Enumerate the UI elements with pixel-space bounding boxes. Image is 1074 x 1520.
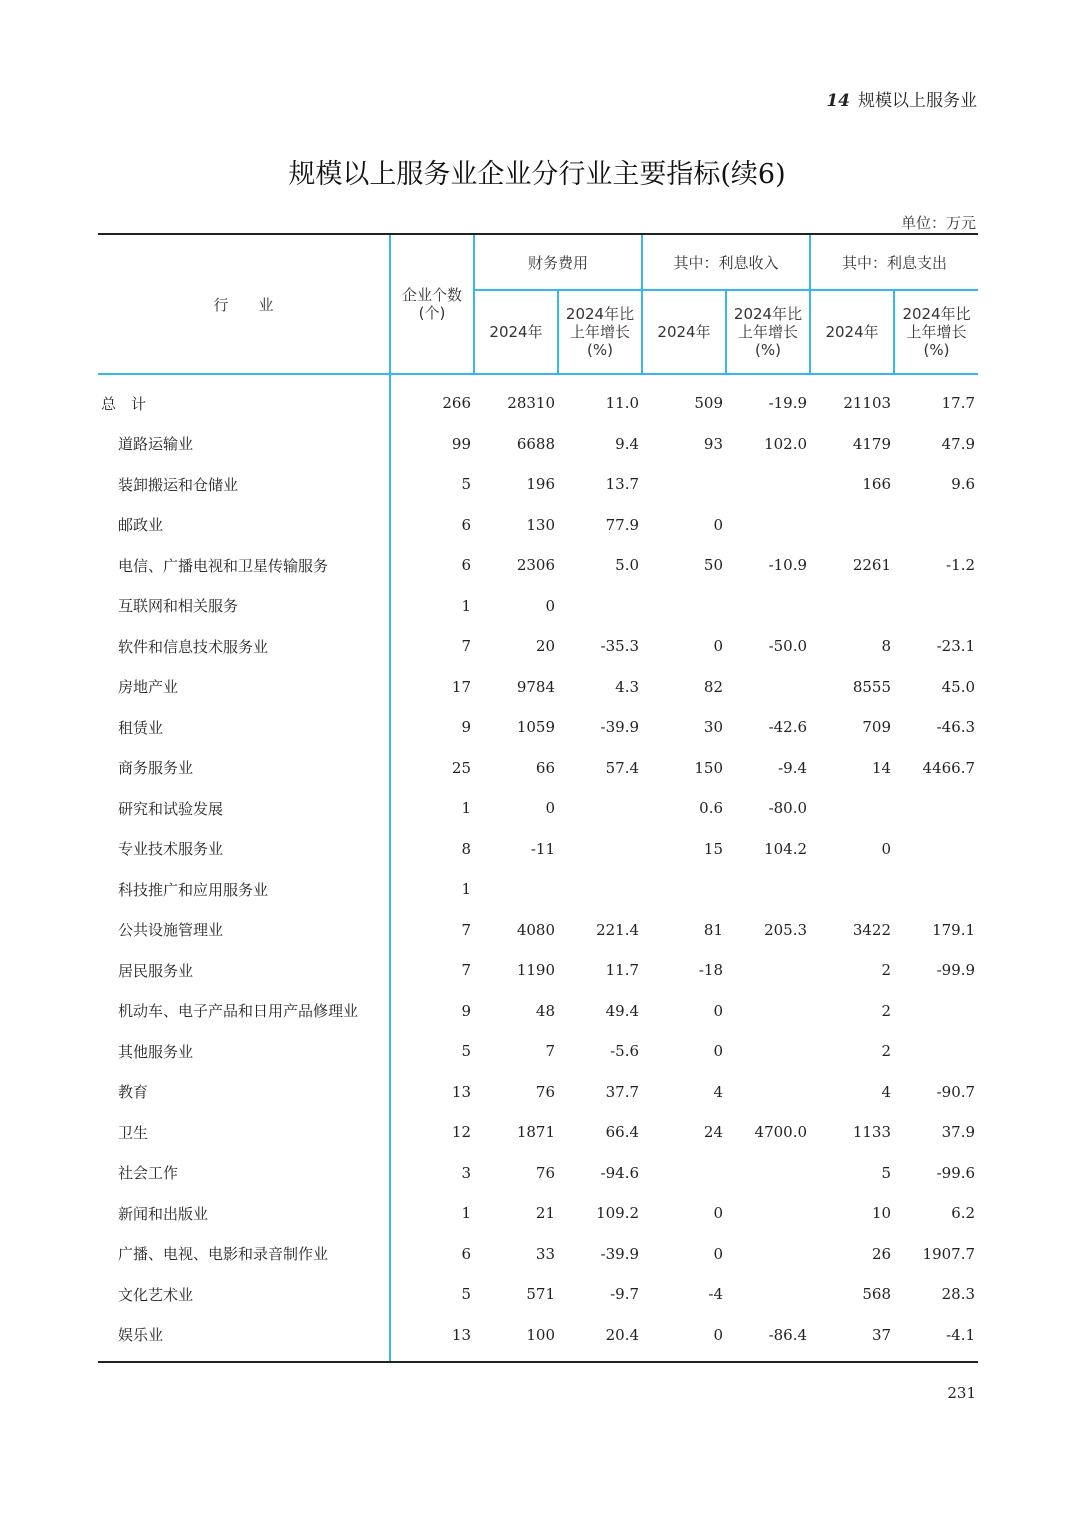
table-row [98,748,978,789]
header-group-interest-expense: 其中：利息支出 [810,234,978,290]
cell-interest-income: 81 [703,920,724,939]
cell-financial-expense: 571 [526,1285,555,1304]
cell-interest-income: 509 [694,394,724,413]
cell-financial-expense: 100 [474,1315,558,1363]
header-year: 2024年 [642,290,726,374]
cell-interest-income: 0 [713,1042,724,1061]
cell-interest-expense-growth [894,505,978,546]
cell-financial-expense: 28310 [507,394,555,413]
header-growth: 2024年比 上年增长 (%) [558,290,642,374]
cell-interest-expense: 21103 [843,394,892,413]
cell-industry-name: 卫生 [118,1123,149,1142]
cell-industry-name: 科技推广和应用服务业 [118,880,269,899]
cell-enterprise-count: 6 [390,505,474,546]
cell-interest-expense [810,586,894,627]
cell-enterprise-count: 5 [390,1274,474,1315]
cell-interest-expense [810,788,894,829]
cell-industry-name: 道路运输业 [118,435,194,454]
cell-industry-name: 邮政业 [118,516,164,535]
chapter-header [826,86,977,111]
cell-interest-income: 93 [703,434,724,453]
cell-industry-name: 房地产业 [118,678,179,697]
table-row [98,1031,978,1072]
cell-financial-expense: 130 [526,515,555,534]
unit-label: 单位：万元 [900,214,976,232]
cell-interest-expense-growth: 37.9 [941,1123,976,1142]
cell-financial-expense-growth: -5.6 [610,1042,640,1061]
cell-interest-expense: 5 [881,1163,892,1182]
cell-interest-expense: 4 [881,1082,892,1101]
cell-enterprise-count: 17 [390,667,474,708]
cell-interest-income-growth [726,1234,810,1275]
cell-enterprise-count: 1 [390,1193,474,1234]
cell-interest-income [642,464,726,505]
cell-enterprise-count: 8 [390,829,474,870]
cell-interest-expense-growth: 6.2 [951,1204,976,1223]
header-year: 2024年 [810,290,894,374]
table-row [98,505,978,546]
indicator-table [98,233,978,1363]
cell-enterprise-count: 9 [390,707,474,748]
header-group-interest-income: 其中：利息收入 [642,234,810,290]
cell-interest-expense: 37 [810,1315,894,1363]
cell-enterprise-count: 1 [390,586,474,627]
cell-interest-expense: 10 [871,1204,892,1223]
cell-enterprise-count: 9 [390,991,474,1032]
table-row [98,707,978,748]
cell-interest-income-growth: -80.0 [768,799,808,818]
cell-financial-expense: 48 [535,1001,555,1020]
cell-interest-expense: 8555 [852,677,892,696]
cell-interest-income-growth: 104.2 [764,839,808,858]
table-row [98,667,978,708]
cell-financial-expense: -11 [530,839,555,858]
cell-interest-income-growth [726,1274,810,1315]
table-row [98,545,978,586]
cell-interest-expense-growth [894,869,978,910]
table-row [98,1274,978,1315]
cell-interest-income [642,586,726,627]
cell-financial-expense: 6688 [516,434,555,453]
cell-financial-expense-growth: 9.4 [615,434,640,453]
cell-enterprise-count: 7 [390,910,474,951]
cell-interest-income: -4 [708,1285,724,1304]
cell-interest-income: 24 [703,1123,724,1142]
cell-interest-income: 4 [713,1082,724,1101]
cell-interest-income-growth [726,869,810,910]
cell-industry-name: 其他服务业 [118,1042,194,1061]
cell-interest-income-growth: -19.9 [768,394,808,413]
cell-interest-expense-growth: 179.1 [932,920,976,939]
cell-financial-expense: 33 [535,1244,555,1263]
cell-interest-expense-growth: 4466.7 [922,758,976,777]
chapter-title: 规模以上服务业 [858,91,977,111]
cell-financial-expense: 7 [545,1042,555,1061]
cell-financial-expense-growth: 20.4 [558,1315,642,1363]
cell-interest-expense: 14 [871,758,892,777]
cell-interest-income [642,1153,726,1194]
cell-interest-expense-growth [894,788,978,829]
cell-interest-income-growth [726,1031,810,1072]
cell-enterprise-count: 5 [390,464,474,505]
table-row [98,464,978,505]
chapter-number: 14 [826,91,850,111]
cell-financial-expense-growth: 57.4 [605,758,640,777]
cell-enterprise-count: 5 [390,1031,474,1072]
cell-industry-name: 研究和试验发展 [118,799,224,818]
header-industry: 行 业 [98,234,390,374]
cell-enterprise-count: 13 [390,1072,474,1113]
cell-financial-expense-growth [558,869,642,910]
cell-interest-income-growth [726,1153,810,1194]
cell-enterprise-count: 3 [390,1153,474,1194]
header-enterprise-count: 企业个数 (个) [390,234,474,374]
cell-industry-name: 租赁业 [118,718,164,737]
cell-interest-expense: 8 [881,637,892,656]
cell-interest-income: -18 [698,961,724,980]
cell-interest-income: 0 [713,637,724,656]
cell-interest-income: 0 [713,515,724,534]
cell-financial-expense-growth: 37.7 [605,1082,640,1101]
cell-interest-expense-growth: 1907.7 [922,1244,976,1263]
cell-industry-name: 商务服务业 [118,759,194,778]
table-row [98,991,978,1032]
cell-interest-income: 0 [713,1204,724,1223]
cell-industry-name: 互联网和相关服务 [118,597,239,616]
cell-interest-expense-growth: -4.1 [894,1315,978,1363]
cell-enterprise-count: 7 [390,950,474,991]
cell-industry-name: 新闻和出版业 [118,1204,209,1223]
cell-financial-expense-growth: 11.0 [605,394,640,413]
cell-industry-name: 电信、广播电视和卫星传输服务 [118,556,329,575]
cell-interest-expense: 166 [862,475,892,494]
cell-financial-expense: 0 [545,596,555,615]
cell-financial-expense-growth: 221.4 [596,920,640,939]
cell-interest-expense-growth: 47.9 [941,434,976,453]
cell-interest-expense: 1133 [852,1123,892,1142]
cell-interest-expense-growth [894,829,978,870]
header-group-financial-expense: 财务费用 [474,234,642,290]
cell-financial-expense-growth: -39.9 [600,1244,640,1263]
cell-interest-expense-growth [894,991,978,1032]
cell-industry-name: 居民服务业 [118,961,194,980]
cell-interest-expense-growth: -99.6 [936,1163,976,1182]
cell-interest-expense: 26 [871,1244,892,1263]
cell-financial-expense: 20 [535,637,555,656]
cell-interest-income: 82 [703,677,724,696]
cell-financial-expense: 76 [535,1082,555,1101]
cell-interest-expense-growth: 9.6 [951,475,976,494]
cell-financial-expense-growth [558,586,642,627]
cell-interest-expense-growth [894,586,978,627]
cell-interest-income-growth [726,464,810,505]
cell-financial-expense: 21 [535,1204,555,1223]
cell-interest-expense: 709 [862,718,892,737]
cell-interest-income-growth [726,1072,810,1113]
cell-interest-expense: 3422 [852,920,892,939]
cell-interest-income-growth [726,950,810,991]
cell-interest-expense: 2 [881,1042,892,1061]
header-growth: 2024年比 上年增长 (%) [894,290,978,374]
cell-enterprise-count: 25 [390,748,474,789]
cell-interest-expense: 4179 [852,434,892,453]
cell-interest-income-growth: 102.0 [764,434,808,453]
cell-interest-income-growth: 205.3 [764,920,808,939]
table-row [98,869,978,910]
table-row [98,910,978,951]
cell-financial-expense-growth: 11.7 [605,961,640,980]
page-number: 231 [947,1384,976,1402]
cell-financial-expense: 9784 [516,677,555,696]
table-row [98,788,978,829]
table-row [98,1072,978,1113]
cell-financial-expense-growth: -94.6 [600,1163,640,1182]
cell-financial-expense-growth: 77.9 [605,515,640,534]
cell-industry-name: 专业技术服务业 [118,840,224,859]
cell-financial-expense-growth [558,829,642,870]
cell-financial-expense-growth: 13.7 [605,475,640,494]
cell-financial-expense-growth: 66.4 [605,1123,640,1142]
cell-interest-income: 0 [642,1315,726,1363]
cell-financial-expense: 0 [545,799,555,818]
cell-interest-expense-growth: -46.3 [936,718,976,737]
table-row [98,1234,978,1275]
cell-financial-expense-growth: 4.3 [615,677,640,696]
table-row [98,950,978,991]
cell-interest-expense: 0 [881,839,892,858]
cell-financial-expense-growth: -9.7 [610,1285,640,1304]
cell-interest-income-growth: -50.0 [768,637,808,656]
table-body [98,374,978,1362]
cell-interest-income-growth: -86.4 [726,1315,810,1363]
cell-interest-expense-growth: 17.7 [941,394,976,413]
cell-interest-income: 0.6 [699,799,724,818]
cell-financial-expense: 4080 [516,920,555,939]
cell-interest-expense [810,505,894,546]
table-row [98,1193,978,1234]
cell-interest-income-growth [726,991,810,1032]
header-year: 2024年 [474,290,558,374]
cell-financial-expense-growth: 5.0 [615,556,640,575]
cell-interest-expense-growth: -99.9 [936,961,976,980]
cell-enterprise-count: 6 [390,1234,474,1275]
header-growth: 2024年比 上年增长 (%) [726,290,810,374]
cell-interest-expense-growth: 28.3 [941,1285,976,1304]
cell-industry-name: 软件和信息技术服务业 [118,637,269,656]
cell-financial-expense: 1190 [516,961,555,980]
cell-financial-expense: 76 [535,1163,555,1182]
cell-enterprise-count: 12 [390,1112,474,1153]
cell-industry-name: 娱乐业 [98,1315,390,1363]
cell-financial-expense: 66 [535,758,555,777]
table-row [98,586,978,627]
table-row [98,424,978,465]
cell-enterprise-count: 1 [390,788,474,829]
cell-interest-income-growth: 4700.0 [754,1123,808,1142]
cell-interest-expense: 568 [862,1285,892,1304]
cell-interest-income-growth [726,505,810,546]
cell-interest-expense-growth: 45.0 [941,677,976,696]
cell-interest-income: 50 [703,556,724,575]
table-row [98,1315,978,1363]
cell-enterprise-count: 6 [390,545,474,586]
cell-interest-income: 30 [703,718,724,737]
cell-interest-expense-growth: -23.1 [936,637,976,656]
cell-interest-expense: 2 [881,1001,892,1020]
cell-industry-name: 机动车、电子产品和日用产品修理业 [118,1002,359,1021]
cell-interest-income: 0 [713,1244,724,1263]
table-row [98,1112,978,1153]
cell-financial-expense-growth: 49.4 [605,1001,640,1020]
cell-interest-income-growth [726,586,810,627]
cell-interest-expense-growth: -1.2 [946,556,976,575]
cell-enterprise-count: 99 [390,424,474,465]
cell-interest-income-growth: -10.9 [768,556,808,575]
cell-interest-income-growth [726,667,810,708]
cell-financial-expense-growth [558,788,642,829]
cell-industry-name: 教育 [118,1083,149,1102]
cell-financial-expense [474,869,558,910]
cell-interest-income-growth: -9.4 [778,758,808,777]
cell-interest-expense: 2 [881,961,892,980]
cell-enterprise-count: 7 [390,626,474,667]
cell-financial-expense: 196 [526,475,555,494]
cell-interest-expense-growth: -90.7 [936,1082,976,1101]
table-row [98,1153,978,1194]
cell-financial-expense-growth: -39.9 [600,718,640,737]
cell-industry-name: 文化艺术业 [118,1285,194,1304]
cell-interest-income: 150 [694,758,724,777]
cell-industry-name: 广播、电视、电影和录音制作业 [118,1245,329,1264]
cell-financial-expense: 1871 [516,1123,555,1142]
cell-industry-name: 公共设施管理业 [118,921,224,940]
cell-enterprise-count: 266 [390,374,474,424]
cell-interest-income: 0 [713,1001,724,1020]
cell-financial-expense-growth: -35.3 [600,637,640,656]
table-row [98,626,978,667]
cell-enterprise-count: 1 [390,869,474,910]
cell-financial-expense: 2306 [516,556,555,575]
cell-enterprise-count: 13 [390,1315,474,1363]
cell-interest-expense-growth [894,1031,978,1072]
cell-interest-income [642,869,726,910]
cell-financial-expense-growth: 109.2 [596,1204,640,1223]
cell-interest-income-growth [726,1193,810,1234]
cell-interest-expense [810,869,894,910]
cell-interest-income-growth: -42.6 [768,718,808,737]
table-row [98,829,978,870]
cell-interest-income: 15 [703,839,724,858]
cell-financial-expense: 1059 [516,718,555,737]
table-row [98,374,978,424]
cell-industry-name: 总 计 [101,394,147,413]
cell-industry-name: 装卸搬运和仓储业 [118,475,239,494]
page-title: 规模以上服务业企业分行业主要指标(续6) [288,159,786,190]
cell-industry-name: 社会工作 [118,1164,179,1183]
cell-interest-expense: 2261 [852,556,892,575]
